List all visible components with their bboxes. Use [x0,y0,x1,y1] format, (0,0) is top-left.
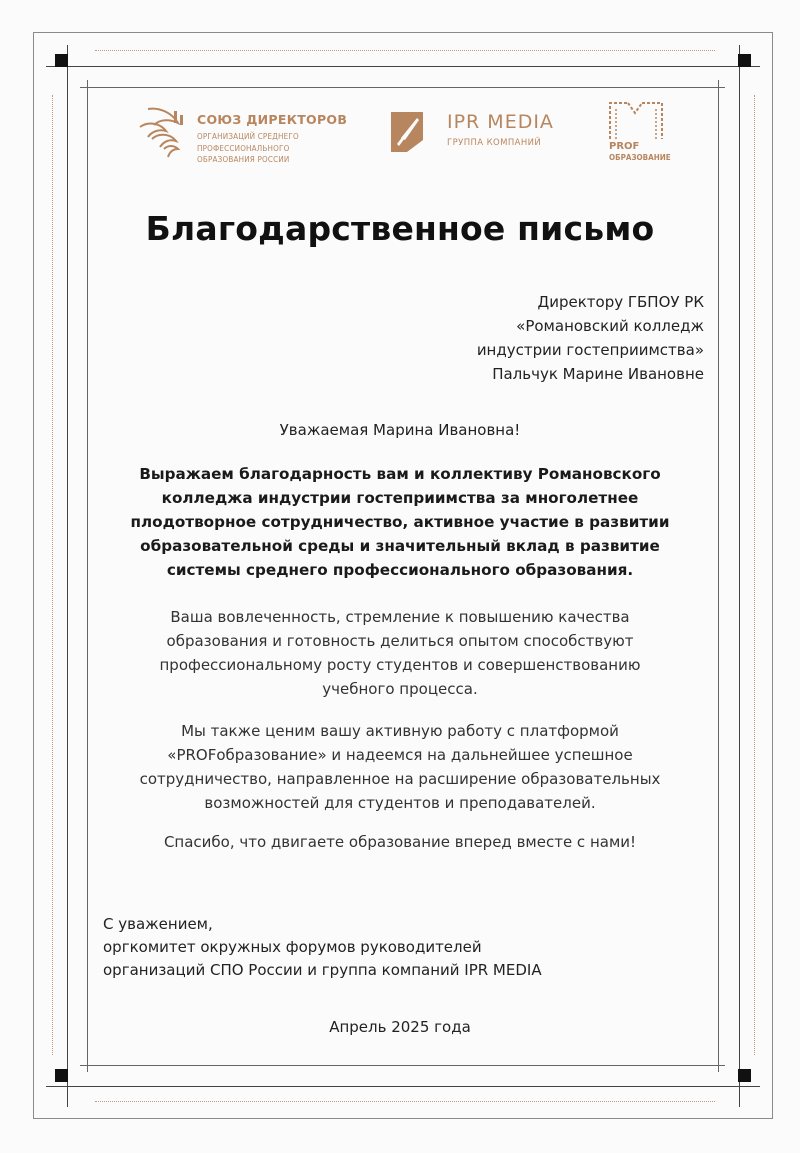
ipr-media-name: IPR MEDIA [447,111,554,133]
lead-line: плодотворное сотрудничество, активное участие в развитии [130,513,670,531]
frame-dots-bottom [95,1101,715,1102]
addressee-block [477,290,704,386]
thanks-line: Спасибо, что двигаете образование вперед вместе с нами! [163,833,637,851]
letter-date: Апрель 2025 года [329,1018,471,1036]
letter-title: Благодарственное письмо [145,209,655,248]
lead-paragraph [90,462,710,582]
paragraph-line: сотрудничество, направленное на расширение образовательных [139,770,661,788]
addressee-line: индустрии гостеприимства» [476,341,704,359]
lead-line: образовательной среды и значительный вклад в развитие [140,537,660,555]
corner-square-top-left [55,54,68,67]
paragraph-1 [90,605,710,701]
greeting: Уважаемая Марина Ивановна! [279,421,521,439]
frame-line-bottom [46,1086,760,1087]
lead-line: колледжа индустрии гостеприимства за многолетнее [161,489,639,507]
prof-logo-line2: ОБРАЗОВАНИЕ [609,153,671,162]
addressee-line: Директору ГБПОУ РК [537,293,704,311]
frame-inner-bottom [80,1065,725,1066]
corner-square-top-right [738,54,751,67]
addressee-line: «Романовский колледж [516,317,704,335]
lead-line: системы среднего профессионального образования. [166,561,634,579]
prof-logo-line1: PROF [609,141,640,152]
union-subtitle: ОРГАНИЗАЦИЙ СРЕДНЕГО ПРОФЕССИОНАЛЬНОГО ОБРАЗОВАНИЯ РОССИИ [197,132,299,164]
union-name: СОЮЗ ДИРЕКТОРОВ [197,112,348,127]
signature-line: С уважением, [103,915,213,933]
signature-line: организаций СПО России и группа компаний IPR MEDIA [103,961,542,979]
signature-block [103,913,542,982]
prof-emblem-icon [608,101,664,141]
paragraph-2 [90,719,710,815]
paragraph-line: Мы также ценим вашу активную работу с платформой [181,722,619,740]
corner-square-bottom-right [738,1069,751,1082]
corner-square-bottom-left [55,1069,68,1082]
paragraph-line: «PROFобразование» и надеемся на дальнейшее успешное [167,746,633,764]
paragraph-line: профессиональному росту студентов и совершенствованию [159,656,641,674]
signature-line: оргкомитет окружных форумов руководителей [103,938,482,956]
lead-line: Выражаем благодарность вам и коллективу Романовского [139,465,661,483]
paragraph-line: возможностей для студентов и преподавателей. [204,794,596,812]
ipr-media-emblem-icon [387,108,427,156]
addressee-line: Пальчук Марине Ивановне [492,365,704,383]
union-emblem-icon [134,103,190,163]
frame-line-top [46,66,760,67]
frame-dots-top [95,50,715,51]
ipr-media-subtitle: ГРУППА КОМПАНИЙ [447,138,542,148]
paragraph-line: образования и готовность делиться опытом способствуют [166,632,634,650]
paragraph-line: Ваша вовлеченность, стремление к повышению качества [170,608,630,626]
frame-line-right [739,45,740,1107]
paragraph-line: учебного процесса. [322,680,478,698]
frame-inner-top [80,87,725,88]
frame-line-left [67,45,68,1107]
